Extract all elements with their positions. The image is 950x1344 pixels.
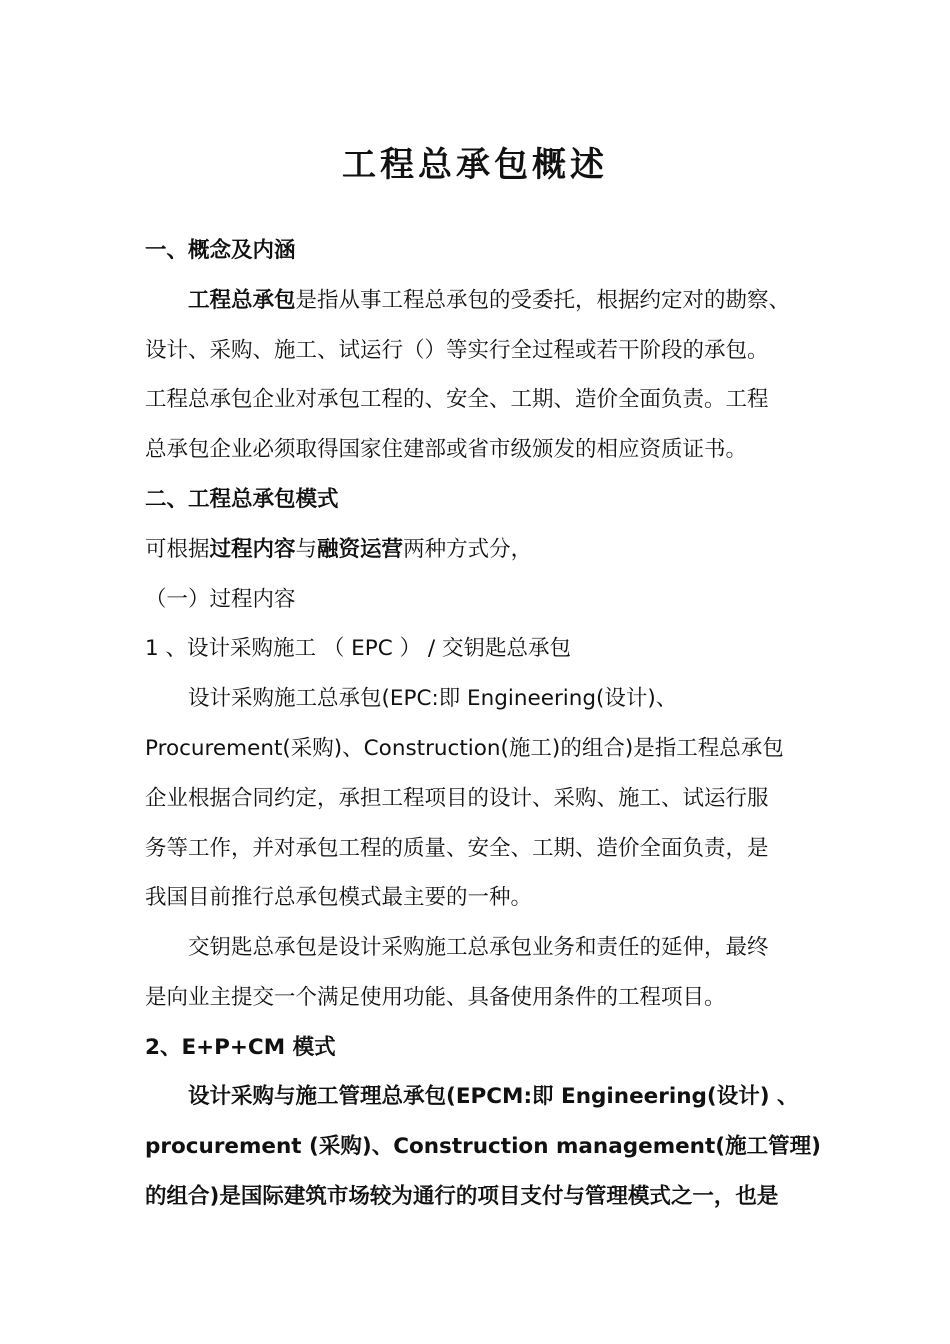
item-1-heading: 1 、设计采购施工 （ EPC ） / 交钥匙总承包 (145, 636, 571, 661)
section-2-heading: 二、工程总承包模式 (145, 487, 339, 512)
item-1-p1-line-5: 我国目前推行总承包模式最主要的一种。 (145, 885, 533, 910)
item-1-p1-line-2: Procurement(采购)、Construction(施工)的组合)是指工程总承包 (145, 736, 784, 761)
document-title: 工程总承包概述 (342, 145, 608, 185)
s1-paragraph-line-2: 设计、采购、施工、试运行（）等实行全过程或若干阶段的承包。 (145, 338, 769, 363)
term-epc-general: 工程总承包 (188, 288, 296, 313)
item-1-p2-line-1: 交钥匙总承包是设计采购施工总承包业务和责任的延伸，最终 (188, 935, 769, 960)
section-1-heading: 一、概念及内涵 (145, 238, 296, 263)
s2-intro-text-1: 可根据 (145, 537, 210, 562)
term-financing-operation: 融资运营 (317, 537, 404, 562)
item-1-p2-line-2: 是向业主提交一个满足使用功能、具备使用条件的工程项目。 (145, 985, 726, 1010)
s1-paragraph-line-1 (188, 286, 815, 316)
s1-paragraph-line-4: 总承包企业必须取得国家住建部或省市级颁发的相应资质证书。 (145, 437, 748, 462)
term-process-content: 过程内容 (209, 537, 296, 562)
item-1-p1-line-3: 企业根据合同约定，承担工程项目的设计、采购、施工、试运行服 (145, 786, 769, 811)
s2-intro-text-3: 两种方式分， (403, 537, 533, 562)
s2-intro-line (145, 535, 815, 565)
item-2-p1-line-2: procurement (采购)、Construction management(施工管理) (145, 1134, 821, 1159)
item-2-heading: 2、E+P+CM 模式 (145, 1035, 336, 1060)
s2-intro-text-2: 与 (295, 537, 318, 562)
item-2-p1-line-3: 的组合)是国际建筑市场较为通行的项目支付与管理模式之一，也是 (145, 1184, 779, 1209)
s1-p1-l1-text: 是指从事工程总承包的受委托，根据约定对的勘察、 (295, 288, 791, 313)
item-1-p1-line-1: 设计采购施工总承包(EPC:即 Engineering(设计)、 (188, 686, 678, 711)
item-2-p1-line-1: 设计采购与施工管理总承包(EPCM:即 Engineering(设计) 、 (188, 1084, 799, 1109)
s1-paragraph-line-3: 工程总承包企业对承包工程的、安全、工期、造价全面负责。工程 (145, 387, 769, 412)
item-1-p1-line-4: 务等工作，并对承包工程的质量、安全、工期、造价全面负责，是 (145, 836, 769, 861)
subsection-1-heading: （一）过程内容 (145, 587, 296, 612)
